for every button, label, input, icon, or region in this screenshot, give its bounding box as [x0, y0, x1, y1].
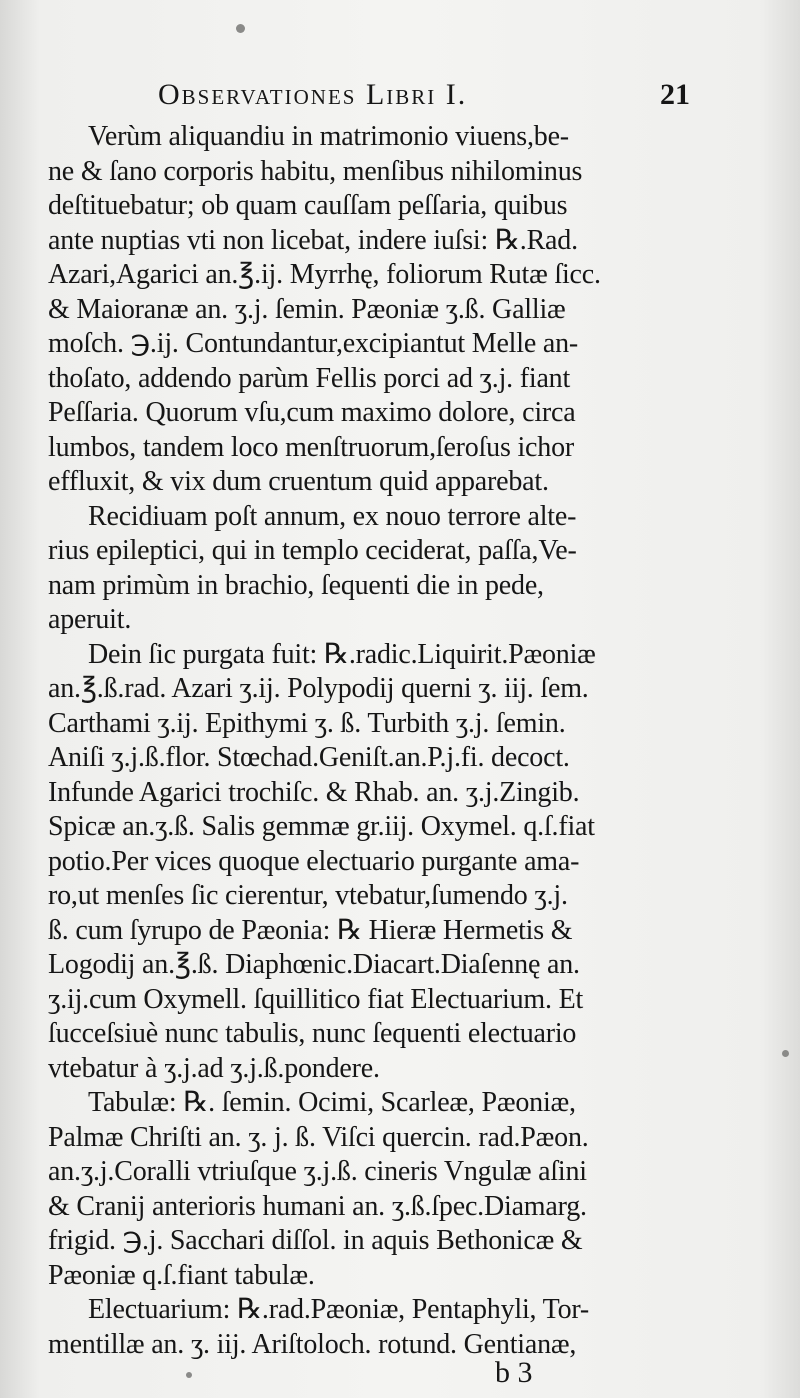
- text-line: mentillæ an. ʒ. iij. Ariſtoloch. rotund. Gentianæ,: [48, 1328, 577, 1360]
- paragraph: [48, 1086, 708, 1293]
- text-line: Dein ſic purgata fuit: ℞.radic.Liquirit.Pæoniæ: [88, 638, 596, 670]
- text-line: Electuarium: ℞.rad.Pæoniæ, Pentaphyli, Tor-: [88, 1294, 590, 1325]
- text-line: Aniſi ʒ.j.ß.flor. Stœchad.Geniſt.an.P.j.fi. decoct.: [48, 742, 570, 773]
- text-line: ʒ.ij.cum Oxymell. ſquillitico fiat Electuarium. Et: [48, 983, 584, 1015]
- text-line: Palmæ Chriſti an. ʒ. j. ß. Viſci quercin. rad.Pæon.: [48, 1121, 589, 1153]
- text-line: frigid. ℈.j. Sacchari diſſol. in aquis Bethonicæ &: [48, 1225, 583, 1256]
- body-text: [48, 120, 708, 1362]
- text-line: lumbos, tandem loco menſtruorum,ſeroſus ichor: [48, 431, 575, 463]
- text-line: ro,ut menſes ſic cierentur, vtebatur,ſumendo ʒ.j.: [48, 880, 568, 911]
- paragraph: [48, 120, 708, 500]
- running-title: Observationes Libri I.: [158, 78, 468, 111]
- text-line: an.ʒ.j.Coralli vtriuſque ʒ.j.ß. cineris Vngulæ aſini: [48, 1156, 587, 1187]
- page-number: 21: [660, 78, 690, 111]
- text-line: Carthami ʒ.ij. Epithymi ʒ. ß. Turbith ʒ.j. ſemin.: [48, 707, 566, 739]
- text-line: Verùm aliquandiu in matrimonio viuens,be-: [88, 121, 569, 152]
- text-line: ß. cum ſyrupo de Pæonia: ℞ Hieræ Hermetis &: [48, 914, 573, 946]
- ink-speck: [782, 1050, 789, 1057]
- text-line: potio.Per vices quoque electuario purgante ama-: [48, 845, 580, 877]
- text-line: Logodij an.℥.ß. Diaphœnic.Diacart.Diaſennę an.: [48, 949, 580, 980]
- text-line: Pæoniæ q.ſ.fiant tabulæ.: [48, 1259, 315, 1291]
- text-line: rius epileptici, qui in templo ceciderat, paſſa,Ve-: [48, 535, 577, 566]
- text-line: deſtituebatur; ob quam cauſſam peſſaria, quibus: [48, 190, 568, 221]
- ink-speck: [186, 1372, 192, 1378]
- paragraph: [48, 500, 708, 638]
- text-line: effluxit, & vix dum cruentum quid apparebat.: [48, 466, 549, 497]
- paragraph: [48, 638, 708, 1087]
- text-line: Recidiuam poſt annum, ex nouo terrore alte-: [88, 500, 577, 532]
- text-line: Tabulæ: ℞. ſemin. Ocimi, Scarleæ, Pæoniæ,: [88, 1087, 576, 1118]
- text-line: Peſſaria. Quorum vſu,cum maximo dolore, circa: [48, 397, 576, 428]
- text-line: Azari,Agarici an.℥.ij. Myrrhę, foliorum Rutæ ſicc.: [48, 259, 601, 290]
- ink-speck: [236, 24, 245, 33]
- text-line: moſch. ℈.ij. Contundantur,excipiantut Melle an-: [48, 328, 579, 359]
- text-line: ne & ſano corporis habitu, menſibus nihilominus: [48, 155, 583, 187]
- text-line: vtebatur à ʒ.j.ad ʒ.j.ß.pondere.: [48, 1052, 380, 1084]
- text-line: nam primùm in brachio, ſequenti die in pede,: [48, 569, 544, 601]
- page-header: [0, 78, 800, 118]
- text-line: aperuit.: [48, 604, 132, 635]
- paragraph: [48, 1293, 708, 1362]
- text-line: thoſato, addendo parùm Fellis porci ad ʒ.j. fiant: [48, 362, 571, 394]
- text-line: Infunde Agarici trochiſc. & Rhab. an. ʒ.j.Zingib.: [48, 776, 580, 808]
- text-line: ante nuptias vti non licebat, indere iuſsi: ℞.Rad.: [48, 224, 578, 256]
- text-line: & Cranij anterioris humani an. ʒ.ß.ſpec.Diamarg.: [48, 1190, 587, 1222]
- text-line: Spicæ an.ʒ.ß. Salis gemmæ gr.iij. Oxymel. q.ſ.fiat: [48, 811, 595, 842]
- text-line: an.℥.ß.rad. Azari ʒ.ij. Polypodij querni ʒ. iij. ſem.: [48, 673, 589, 704]
- signature-mark: b 3: [495, 1356, 533, 1389]
- text-line: & Maioranæ an. ʒ.j. ſemin. Pæoniæ ʒ.ß. Galliæ: [48, 293, 566, 325]
- text-line: ſucceſsiuè nunc tabulis, nunc ſequenti electuario: [48, 1018, 577, 1049]
